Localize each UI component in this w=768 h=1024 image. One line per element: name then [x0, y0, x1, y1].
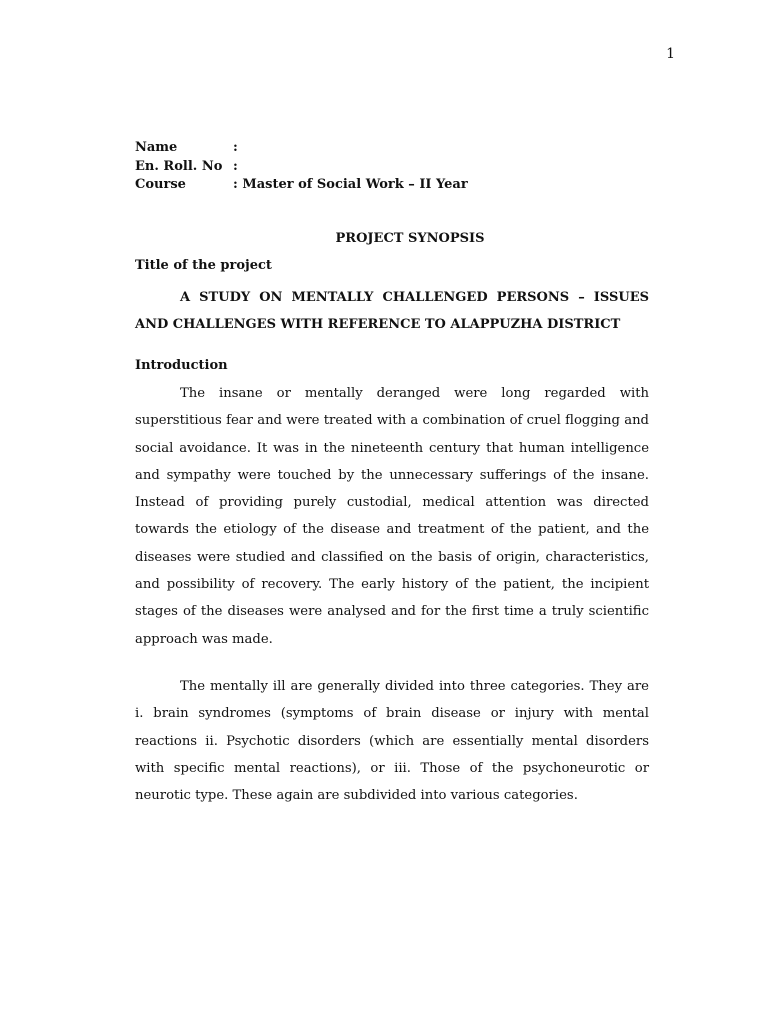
course-row [135, 176, 468, 195]
introduction-paragraph: The insane or mentally deranged were long regarded with superstitious fear and were treated with a combination of cruel flogging and social avoidance. It was in the nineteenth century that human intelligence and sympathy were touched by the unnecessary sufferings of the insane. Instead of providing purely custodial, medical attention was directed towards the etiology of the disease and treatment of the patient, and the diseases were studied and classified on the basis of origin, characteristics, and possibility of recovery. The early history of the patient, the incipient stages of the diseases were analysed and for the first time a truly scientific approach was made. [135, 386, 649, 647]
course-label: Course [135, 177, 186, 192]
title-label: Title of the project [135, 258, 272, 273]
roll-number-label: En. Roll. No [135, 158, 223, 174]
name-label: Name [135, 140, 178, 155]
course-value: : Master of Social Work – II Year [233, 177, 468, 192]
page-number: 1 [666, 46, 675, 62]
name-row [135, 139, 468, 158]
categories-paragraph: The mentally ill are generally divided into three categories. They are i. brain syndromes (symptoms of brain disease or injury with mental reactions ii. Psychotic disorders (which are essentially mental disorders with specific mental reactions), or iii. Those of the psychoneurotic or neurotic type. These again are subdivided into various categories. [135, 679, 649, 804]
name-value: : [233, 140, 238, 155]
roll-number-row [135, 158, 468, 177]
introduction-heading: Introduction [135, 358, 228, 373]
roll-number-value: : [233, 158, 238, 174]
synopsis-heading: PROJECT SYNOPSIS [335, 231, 485, 246]
student-details [135, 139, 468, 195]
project-title: A STUDY ON MENTALLY CHALLENGED PERSONS – ISSUES AND CHALLENGES WITH REFERENCE TO ALAPPUZHA DISTRICT [135, 290, 649, 332]
